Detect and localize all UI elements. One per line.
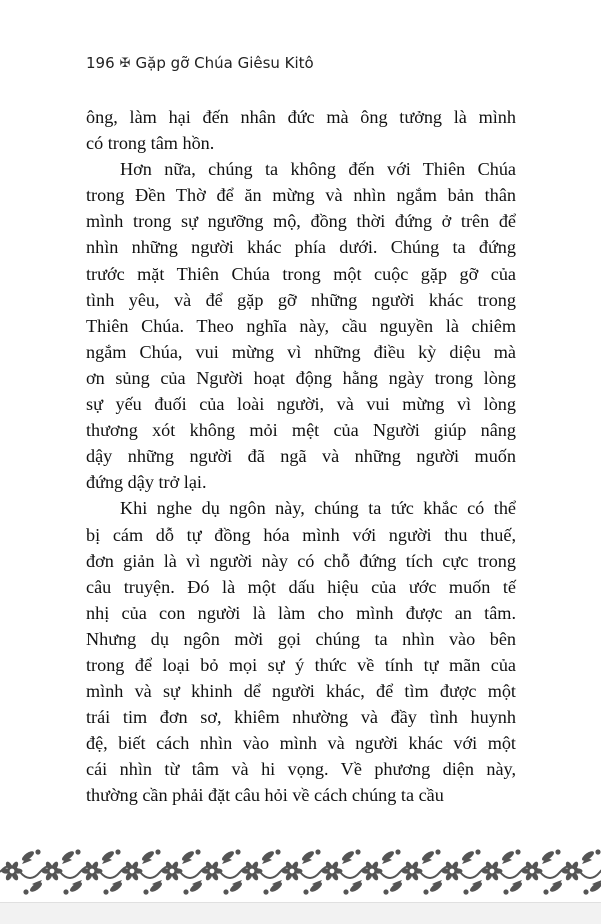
text-line: tình yêu, và để gặp gỡ những người khác trong xyxy=(86,289,516,310)
text-line: mình trong sự ngưỡng mộ, đồng thời đứng ở trên để xyxy=(86,211,516,232)
text-line: trong Đền Thờ để ăn mừng và nhìn ngắm bản thân xyxy=(86,185,516,206)
text-line: dậy những người đã ngã và những người muốn xyxy=(86,446,516,467)
text-line: sự yếu đuối của loài người, và vui mừng vì lòng xyxy=(86,394,516,415)
text-line: Hơn nữa, chúng ta không đến với Thiên Chúa xyxy=(120,159,516,180)
cross-icon: ✠ xyxy=(119,55,131,71)
text-line: Nhưng dụ ngôn mời gọi chúng ta nhìn vào bên xyxy=(86,628,516,649)
text-line: trong để loại bỏ mọi sự ý thức về tính tự mãn của xyxy=(86,654,516,675)
text-line: ngắm Chúa, vui mừng vì những điều kỳ diệu mà xyxy=(86,341,516,362)
book-title: Gặp gỡ Chúa Giêsu Kitô xyxy=(135,54,314,72)
text-line: nhị của con người là làm cho mình được an tâm. xyxy=(86,602,516,623)
text-line: trước mặt Thiên Chúa trong một cuộc gặp gỡ của xyxy=(86,263,516,284)
text-line: đơn giản là vì người này có chỗ đứng tích cực trong xyxy=(86,550,516,571)
text-line: có trong tâm hồn. xyxy=(86,133,215,154)
text-line: đứng dậy trở lại. xyxy=(86,472,207,493)
text-line: đệ, biết cách nhìn vào mình và người khác với một xyxy=(86,733,516,754)
text-line: nhìn những người khác phía dưới. Chúng ta đứng xyxy=(86,237,516,258)
text-line: cái nhìn từ tâm và hi vọng. Về phương diện này, xyxy=(86,759,516,780)
floral-border-icon xyxy=(0,842,601,900)
page-bottom-edge xyxy=(0,902,601,924)
text-line: thương xót không mỏi mệt của Người giúp nâng xyxy=(86,420,516,441)
text-line: mình và sự khinh dể người khác, để tìm được một xyxy=(86,681,516,702)
text-line: ơn sủng của Người hoạt động hằng ngày trong lòng xyxy=(86,367,516,388)
running-head xyxy=(86,54,314,72)
body-text xyxy=(86,104,516,809)
text-line: Khi nghe dụ ngôn này, chúng ta tức khắc có thể xyxy=(120,498,516,519)
page-number: 196 xyxy=(86,54,115,72)
text-line: trái tim đơn sơ, khiêm nhường và đầy tình huynh xyxy=(86,707,516,728)
text-line: ông, làm hại đến nhân đức mà ông tưởng là mình xyxy=(86,107,516,127)
text-line: bị cám dỗ tự đồng hóa mình với người thu thuế, xyxy=(86,524,516,545)
text-line: thường cần phải đặt câu hỏi về cách chúng ta cầu xyxy=(86,785,444,806)
text-line: câu truyện. Đó là một dấu hiệu của ước muốn tế xyxy=(86,576,516,597)
text-line: Thiên Chúa. Theo nghĩa này, cầu nguyền là chiêm xyxy=(86,315,516,336)
